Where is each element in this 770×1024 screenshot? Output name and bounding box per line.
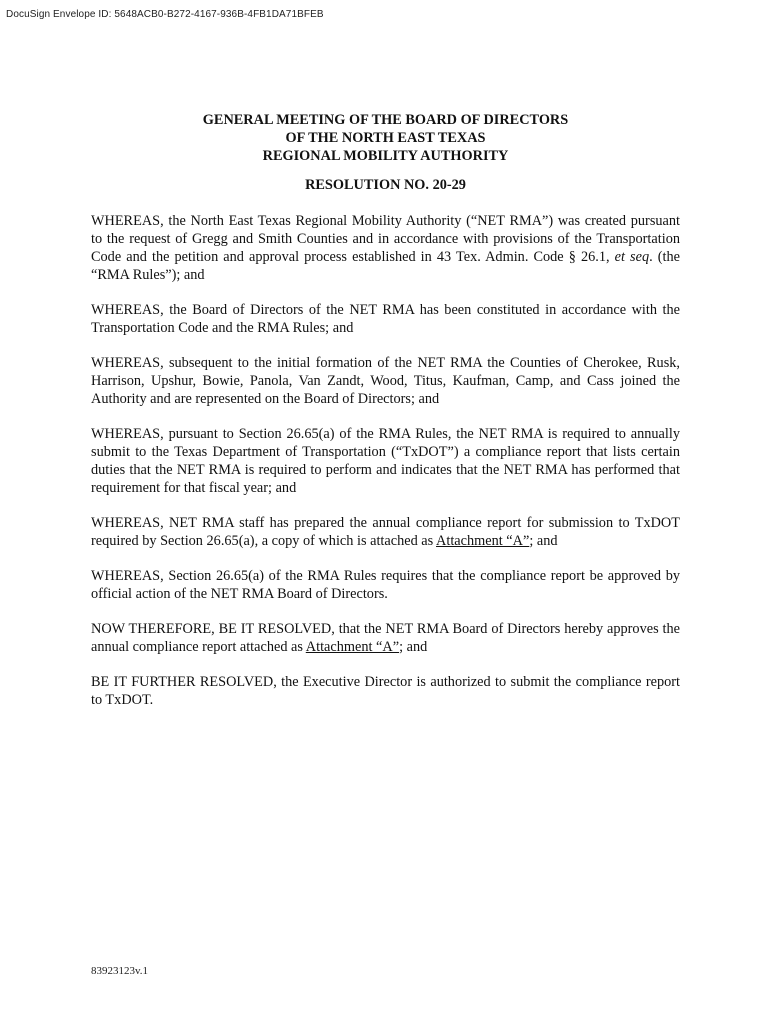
paragraph-text: WHEREAS, the North East Texas Regional Mobility Authority (“NET RMA”) was created pursuant to the request of Gregg and Smith Counties and in accordance with provisions of the Transportation Code and the petition and approval process established in 43 Tex. Admin. Code § 26.1, <box>91 213 680 265</box>
paragraph-whereas-counties: WHEREAS, subsequent to the initial formation of the NET RMA the Counties of Cherokee, Rusk, Harrison, Upshur, Bowie, Panola, Van Zandt, Wood, Titus, Kaufman, Camp, and Cass joined the Authority and are represented on the Board of Directors; and <box>91 355 680 407</box>
heading-line-3: REGIONAL MOBILITY AUTHORITY <box>262 148 509 164</box>
paragraph-whereas-compliance: WHEREAS, pursuant to Section 26.65(a) of the RMA Rules, the NET RMA is required to annually submit to the Texas Department of Transportation (“TxDOT”) a compliance report that lists certain duties that the NET RMA is required to perform and indicates that the NET RMA has performed that requirement for that fiscal year; and <box>91 426 680 496</box>
paragraph-text: NOW THEREFORE, BE IT RESOLVED, that the NET RMA Board of Directors hereby approves the annual compliance report attached as <box>91 621 680 655</box>
attachment-a-reference: Attachment “A” <box>436 533 530 549</box>
heading-line-1: GENERAL MEETING OF THE BOARD OF DIRECTORS <box>202 112 569 128</box>
paragraph-whereas-creation <box>91 212 680 284</box>
paragraph-text: . (the “RMA Rules”); and <box>91 249 680 283</box>
document-heading <box>91 111 680 165</box>
paragraph-further-resolved: BE IT FURTHER RESOLVED, the Executive Director is authorized to submit the compliance report to TxDOT. <box>91 674 680 708</box>
attachment-a-reference: Attachment “A” <box>305 639 400 655</box>
docusign-envelope-id: DocuSign Envelope ID: 5648ACB0-B272-4167-936B-4FB1DA71BFEB <box>6 9 324 20</box>
resolution-number: RESOLUTION NO. 20-29 <box>305 177 466 193</box>
paragraph-text: ; and <box>399 639 428 655</box>
paragraph-text: WHEREAS, NET RMA staff has prepared the annual compliance report for submission to TxDOT required by Section 26.65(a), a copy of which is attached as <box>91 515 680 549</box>
paragraph-resolved <box>91 620 680 656</box>
resolution-document <box>91 111 680 709</box>
paragraph-whereas-board: WHEREAS, the Board of Directors of the NET RMA has been constituted in accordance with the Transportation Code and the RMA Rules; and <box>91 302 680 336</box>
paragraph-whereas-staff <box>91 514 680 550</box>
paragraph-text: ; and <box>529 533 558 549</box>
document-version-id: 83923123v.1 <box>91 965 149 977</box>
paragraph-whereas-approval: WHEREAS, Section 26.65(a) of the RMA Rules requires that the compliance report be approved by official action of the NET RMA Board of Directors. <box>91 568 680 602</box>
heading-line-2: OF THE NORTH EAST TEXAS <box>285 130 486 146</box>
italic-et-seq: et seq <box>614 249 650 265</box>
